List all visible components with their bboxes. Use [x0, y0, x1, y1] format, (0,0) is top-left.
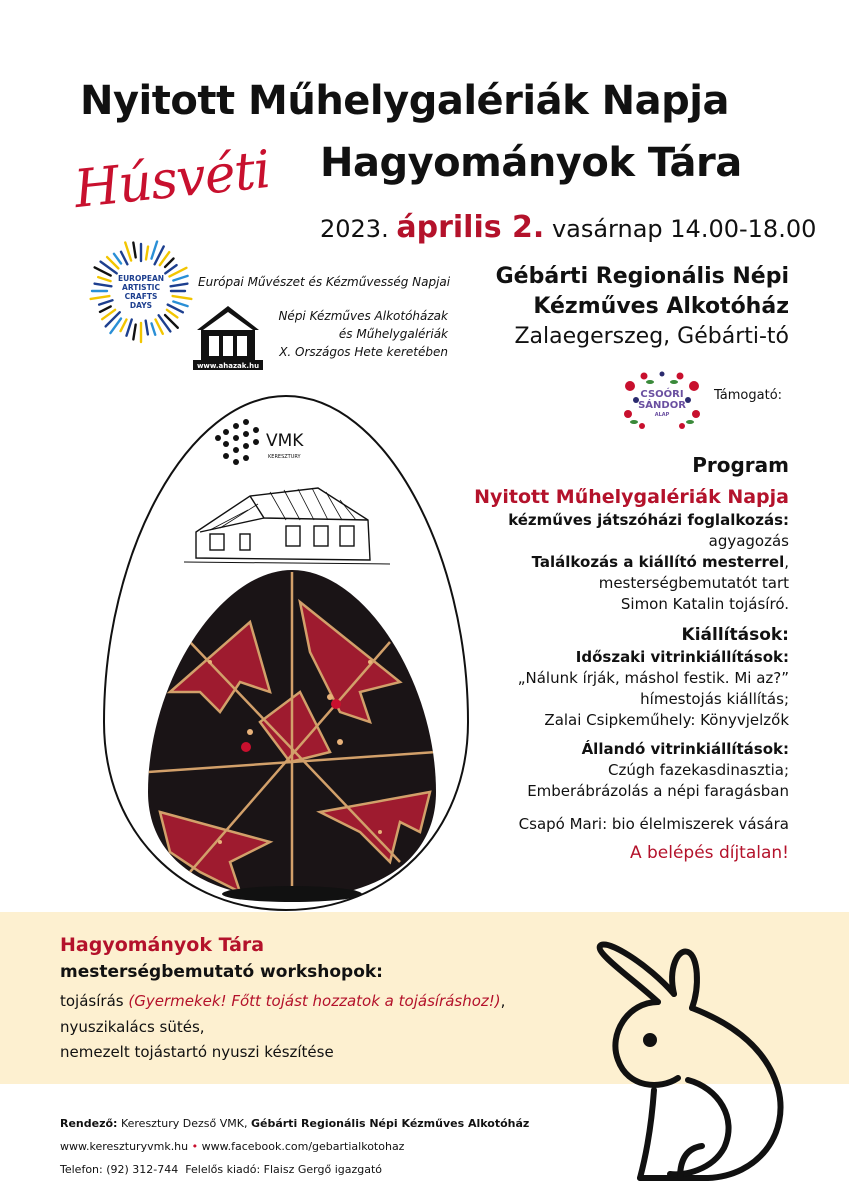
ahazak-logo [193, 300, 263, 370]
husveti-script: Húsvéti [71, 139, 273, 221]
eacd-ray [152, 323, 156, 334]
csoori-logo [620, 370, 704, 432]
footer-organizer-name: Keresztury Dezső VMK, [120, 1117, 248, 1130]
eacd-text-2: ARTISTIC [122, 283, 160, 292]
band-subtitle: mesterségbemutató workshopok: [60, 962, 383, 982]
eacd-ray [121, 320, 127, 332]
eacd-ray [173, 276, 187, 281]
eacd-ray [152, 242, 158, 259]
eacd-ray [91, 296, 110, 299]
program-block [369, 452, 789, 865]
meet-line [369, 552, 789, 573]
band-title: Hagyományok Tára [60, 934, 265, 956]
eacd-ray [126, 320, 131, 336]
footer-web-1[interactable]: www.kereszturyvmk.hu [60, 1140, 189, 1153]
eacd-ray [100, 306, 111, 311]
demo-line-1: mesterségbemutatót tart [598, 574, 789, 592]
footer-phone: Telefon: (92) 312-744 [60, 1163, 179, 1176]
eacd-ray [125, 242, 131, 260]
temp-exhibition-3: Zalai Csipkeműhely: Könyvjelzők [544, 711, 789, 729]
eacd-ray [173, 302, 187, 307]
temp-exhibitions-title: Időszaki vitrinkiállítások: [575, 648, 789, 666]
event-date [320, 210, 816, 245]
meet-rest: , [784, 553, 789, 571]
eacd-ray [133, 243, 135, 258]
venue-line3: Zalaegerszeg, Gébárti-tó [514, 324, 789, 349]
temp-exhibition-2: hímestojás kiállítás; [640, 690, 789, 708]
eacd-ray [146, 247, 148, 260]
meet-bold: Találkozás a kiállító mesterrel [531, 553, 785, 571]
ahazak-url: www.ahazak.hu [196, 362, 260, 370]
band-item-1 [60, 992, 505, 1010]
demo-line-2: Simon Katalin tojásíró. [620, 595, 789, 613]
band-item-1-text: tojásírás [60, 992, 124, 1010]
eacd-ray [95, 284, 112, 287]
band-item-1-end: , [500, 992, 506, 1010]
workshop-item: agyagozás [708, 532, 789, 550]
bunny-illustration [588, 938, 798, 1188]
ahazak-caption-3: X. Országos Hete keretében [279, 345, 448, 359]
csoori-text-2: SÁNDOR [638, 400, 686, 411]
eacd-ray [99, 300, 112, 304]
ahazak-caption-2: és Műhelygalériák [338, 327, 448, 341]
eacd-text-3: CRAFTS [124, 292, 158, 301]
date-year: 2023. [320, 215, 389, 243]
eacd-ray [171, 284, 188, 287]
eacd-ray [165, 258, 173, 266]
eacd-ray [146, 321, 148, 335]
eacd-ray [173, 296, 192, 299]
page-title: Nyitott Műhelygalériák Napja [80, 78, 729, 124]
footer-web-2[interactable]: www.facebook.com/gebartialkotohaz [201, 1140, 405, 1153]
eacd-text-1: EUROPEAN [117, 274, 165, 283]
band-item-1-note: (Gyermekek! Főtt tojást hozzatok a tojásíráshoz!) [128, 992, 501, 1010]
program-heading: Program [692, 453, 789, 477]
footer-bullet: • [191, 1140, 199, 1153]
program-subheading: Nyitott Műhelygalériák Napja [474, 486, 789, 508]
vmk-sub: KERESZTURY [268, 454, 301, 460]
workshop-title: kézműves játszóházi foglalkozás: [508, 511, 789, 529]
eacd-ray [114, 254, 121, 264]
page-subtitle: Hagyományok Tára [320, 140, 742, 186]
venue-block [496, 262, 789, 352]
footer-web [60, 1135, 529, 1158]
footer-contact [60, 1158, 529, 1181]
venue-line2: Kézműves Alkotóház [533, 294, 789, 319]
market-line: Csapó Mari: bio élelmiszerek vására [518, 815, 789, 833]
date-time: vasárnap 14.00-18.00 [551, 215, 817, 243]
eacd-ray [98, 277, 110, 281]
eacd-ray [133, 325, 135, 340]
sponsor-label: Támogató: [714, 388, 783, 403]
eacd-caption: Európai Művészet és Kézművesség Napjai [198, 275, 451, 289]
egg-stand [222, 886, 362, 902]
footer [60, 1112, 529, 1181]
vmk-letters: VMK [266, 431, 304, 451]
eacd-ray [121, 252, 127, 264]
band-item-2: nyuszikalács sütés, [60, 1018, 205, 1036]
eacd-text-4: DAYS [129, 301, 153, 310]
eacd-ray [156, 320, 163, 334]
footer-organizer-bold: Gébárti Regionális Népi Kézműves Alkotóház [250, 1117, 530, 1130]
exhibitions-heading: Kiállítások: [681, 625, 789, 645]
footer-organizer [60, 1112, 529, 1135]
perm-exhibitions-title: Állandó vitrinkiállítások: [581, 740, 789, 758]
free-entry: A belépés díjtalan! [629, 843, 789, 863]
footer-organizer-label: Rendező: [60, 1117, 118, 1130]
date-day: április 2. [396, 210, 545, 245]
footer-publisher: Felelős kiadó: Flaisz Gergő igazgató [185, 1163, 383, 1176]
eacd-logo [88, 238, 194, 344]
perm-exhibition-1: Czúgh fazekasdinasztia; [607, 761, 789, 779]
csoori-text-1: CSOÓRI [640, 389, 684, 400]
ahazak-caption [270, 307, 448, 361]
ahazak-caption-1: Népi Kézműves Alkotóházak [278, 309, 448, 323]
temp-exhibition-1: „Nálunk írják, máshol festik. Mi az?” [517, 669, 789, 687]
band-item-3: nemezelt tojástartó nyuszi készítése [60, 1043, 334, 1061]
eacd-ray [167, 310, 178, 318]
csoori-text-3: ALAP [654, 412, 670, 418]
venue-line1: Gébárti Regionális Népi [495, 264, 789, 289]
perm-exhibition-2: Emberábrázolás a népi faragásban [527, 782, 789, 800]
